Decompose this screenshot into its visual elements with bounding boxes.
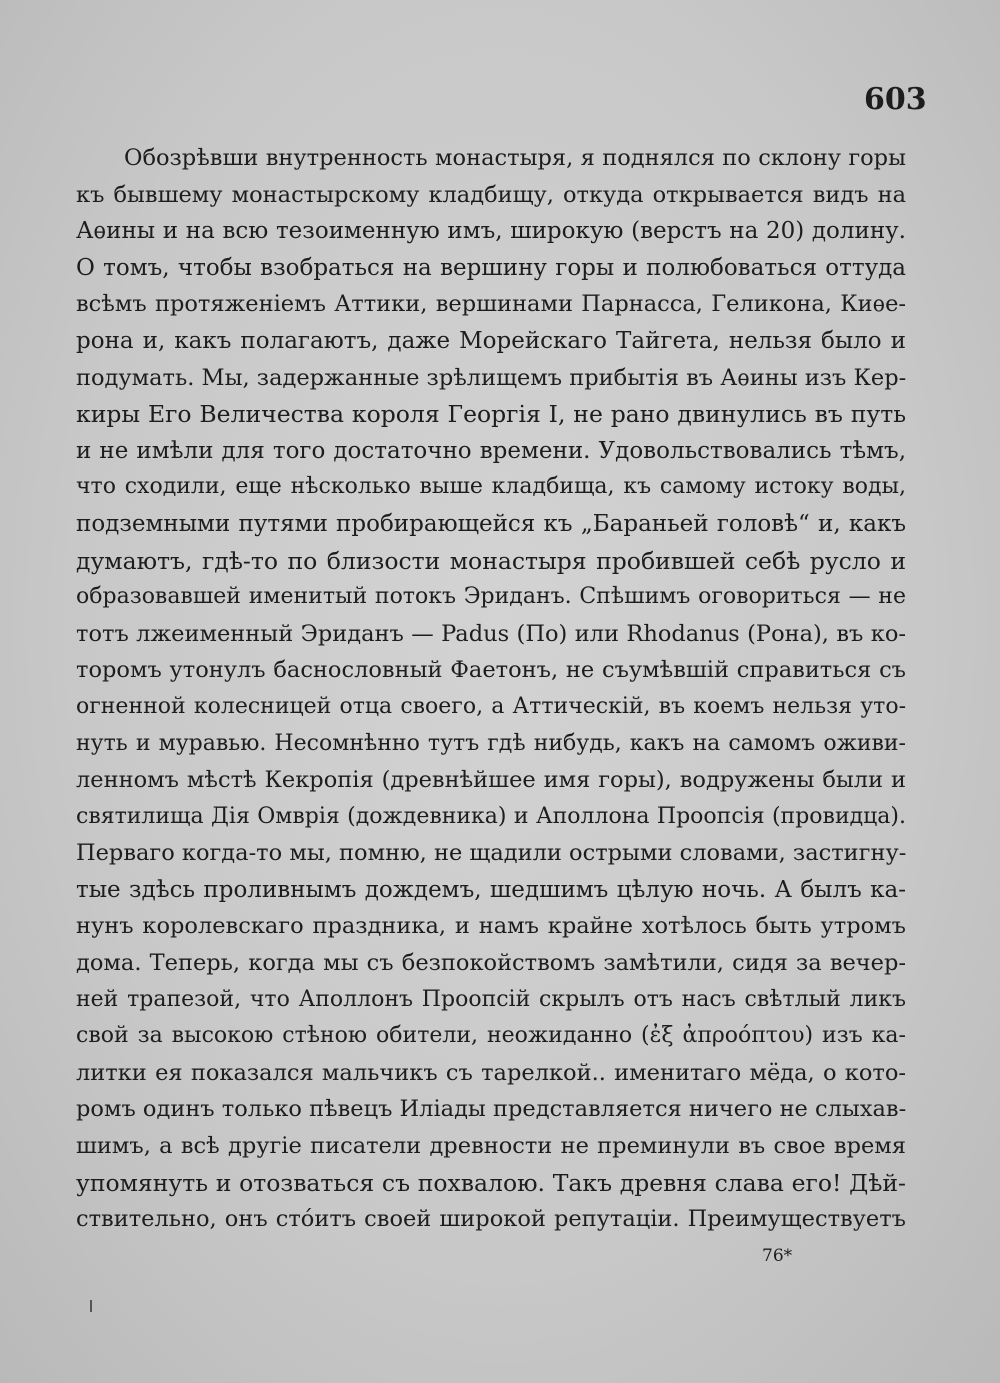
signature-mark: 76* <box>762 1246 793 1266</box>
text-line: что сходили, еще нѣсколько выше кладбища, къ самому истоку воды, <box>76 474 906 500</box>
text-line: Обозрѣвши внутренность монастыря, я поднялся по склону горы <box>124 145 906 171</box>
text-line: нунъ королевскаго праздника, и намъ крайне хотѣлось быть утромъ <box>76 913 906 940</box>
text-line: къ бывшему монастырскому кладбищу, откуда открывается видъ на <box>76 181 906 208</box>
text-line: ромъ одинъ только пѣвецъ Иліады представляется ничего не слыхав- <box>76 1096 906 1123</box>
text-line: шимъ, а всѣ другіе писатели древности не преминули въ свое время <box>76 1133 906 1160</box>
text-line: подумать. Мы, задержанные зрѣлищемъ прибытія въ Аѳины изъ Кер- <box>76 364 906 391</box>
body-text <box>76 140 906 1238</box>
text-line: Перваго когда-то мы, помню, не щадили острыми словами, застигну- <box>76 840 906 867</box>
text-line: святилища Дія Омврія (дождевника) и Аполлона Проопсія (провидца). <box>76 803 906 829</box>
text-line: тотъ лжеименный Эриданъ — Padus (По) или Rhodanus (Рона), въ ко- <box>76 620 906 647</box>
text-line: ленномъ мѣстѣ Кекропія (древнѣйшее имя горы), водружены были и <box>76 767 906 794</box>
text-line: свой за высокою стѣною обители, неожиданно (ἐξ ἀπροόπτου) изъ ка- <box>76 1023 906 1049</box>
text-line: всѣмъ протяженіемъ Аттики, вершинами Парнасса, Геликона, Киѳе- <box>76 291 906 318</box>
text-line: литки ея показался мальчикъ съ тарелкой.. именитаго мёда, о кото- <box>76 1059 906 1086</box>
text-line: ней трапезой, что Аполлонъ Проопсій скрылъ отъ насъ свѣтлый ликъ <box>76 986 906 1012</box>
text-line: подземными путями пробирающейся къ „Бараньей головѣ“ и, какъ <box>76 510 906 537</box>
text-line: тые здѣсь проливнымъ дождемъ, шедшимъ цѣлую ночь. А былъ ка- <box>76 876 906 903</box>
text-line: О томъ, чтобы взобраться на вершину горы и полюбоваться оттуда <box>76 254 906 281</box>
text-line: образовавшей именитый потокъ Эриданъ. Спѣшимъ оговориться — не <box>76 584 906 610</box>
text-line: ствительно, онъ стóитъ своей широкой репутаціи. Преимуществуетъ <box>76 1206 906 1233</box>
text-line: огненной колесницей отца своего, а Аттическій, въ коемъ нельзя уто- <box>76 693 906 719</box>
text-line: и не имѣли для того достаточно времени. Удовольствовались тѣмъ, <box>76 437 906 464</box>
page-number: 603 <box>864 82 927 117</box>
text-line: Аѳины и на всю тезоименную имъ, широкую (верстъ на 20) долину. <box>76 218 906 245</box>
text-line: торомъ утонулъ баснословный Фаетонъ, не съумѣвшій справиться съ <box>76 657 906 684</box>
text-line: рона и, какъ полагаютъ, даже Морейскаго Тайгета, нельзя было и <box>76 327 906 354</box>
text-line: нуть и муравью. Несомнѣнно тутъ гдѣ нибудь, какъ на самомъ оживи- <box>76 730 906 756</box>
ink-speck <box>90 1300 92 1312</box>
text-line: упомянуть и отозваться съ похвалою. Такъ древня слава его! Дѣй- <box>76 1168 906 1197</box>
text-line: киры Его Величества короля Георгія I, не рано двинулись въ путь <box>76 400 906 429</box>
text-line: дома. Теперь, когда мы съ безпокойствомъ замѣтили, сидя за вечер- <box>76 950 906 977</box>
text-line: думаютъ, гдѣ-то по близости монастыря пробившей себѣ русло и <box>76 546 906 575</box>
